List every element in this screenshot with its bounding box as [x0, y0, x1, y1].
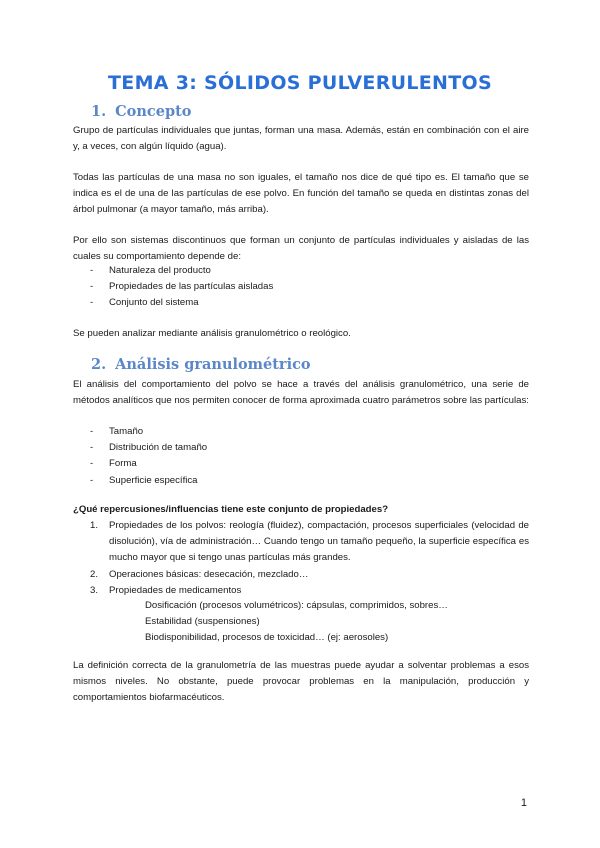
item-text: Propiedades de medicamentos [109, 584, 242, 596]
list-item: - Superficie específica [90, 473, 207, 489]
numbered-item [90, 518, 529, 567]
paragraph: Grupo de partículas individuales que juntas, forman una masa. Además, están en combinación con el aire y, a veces, con algún líquido (agua). [73, 125, 529, 153]
item-number: 1. [90, 520, 99, 531]
list-item: - Forma [90, 456, 207, 472]
item-number: 2. [90, 568, 99, 580]
question-heading: ¿Qué repercusiones/influencias tiene este conjunto de propiedades? [73, 504, 389, 515]
bullet-list [90, 424, 207, 489]
section-heading-analisis [91, 356, 311, 373]
list-item: - Distribución de tamaño [90, 440, 207, 456]
list-item: - Tamaño [90, 424, 207, 440]
item-text: Operaciones básicas: desecación, mezclado… [109, 568, 309, 580]
section-heading-concepto [91, 103, 191, 120]
list-item: - Propiedades de las partículas aisladas [90, 279, 273, 295]
paragraph: Todas las partículas de una masa no son iguales, el tamaño nos dice de qué tipo es. El tamaño que se indica es el de una de las partículas de ese polvo. En función del tamaño se queda en distintas zonas del árbol pulmonar (a mayor tamaño, más arriba). [73, 172, 529, 216]
bullet-list [90, 263, 273, 312]
list-item: - Conjunto del sistema [90, 295, 273, 311]
section-title: Análisis granulométrico [115, 356, 311, 373]
item-text: Propiedades de los polvos: reología (fluidez), compactación, procesos superficiales (velocidad de disolución), vía de administración… Cuando tengo un tamaño pequeño, la superficie específica es mucho mayor que si tengo unas partículas más grandes. [109, 520, 529, 564]
numbered-list [90, 518, 529, 599]
list-item: - Naturaleza del producto [90, 263, 273, 279]
paragraph: Se pueden analizar mediante análisis granulométrico o reológico. [73, 328, 351, 339]
section-title: Concepto [115, 103, 192, 120]
section-number: 2. [91, 356, 107, 373]
item-number: 3. [90, 584, 99, 596]
document-title: TEMA 3: SÓLIDOS PULVERULENTOS [108, 72, 492, 94]
sub-list [145, 598, 448, 647]
numbered-item [90, 567, 529, 583]
paragraph: Por ello son sistemas discontinuos que forman un conjunto de partículas individuales y aisladas de las cuales su comportamiento depende de: [73, 235, 529, 263]
sub-list-item: Dosificación (procesos volumétricos): cápsulas, comprimidos, sobres… [145, 600, 448, 611]
numbered-item [90, 583, 529, 599]
paragraph: El análisis del comportamiento del polvo se hace a través del análisis granulométrico, una serie de métodos analíticos que nos permiten conocer de forma aproximada cuatro parámetros sobre las partículas: [73, 379, 529, 407]
sub-list-item: Biodisponibilidad, procesos de toxicidad… (ej: aerosoles) [145, 632, 389, 644]
section-number: 1. [91, 103, 107, 120]
sub-list-item: Estabilidad (suspensiones) [145, 616, 260, 628]
paragraph: La definición correcta de la granulometría de las muestras puede ayudar a solventar problemas a esos mismos niveles. No obstante, puede provocar problemas en la manipulación, producción y comportamientos biofarmacéuticos. [73, 660, 529, 704]
page-number: 1 [520, 797, 527, 809]
